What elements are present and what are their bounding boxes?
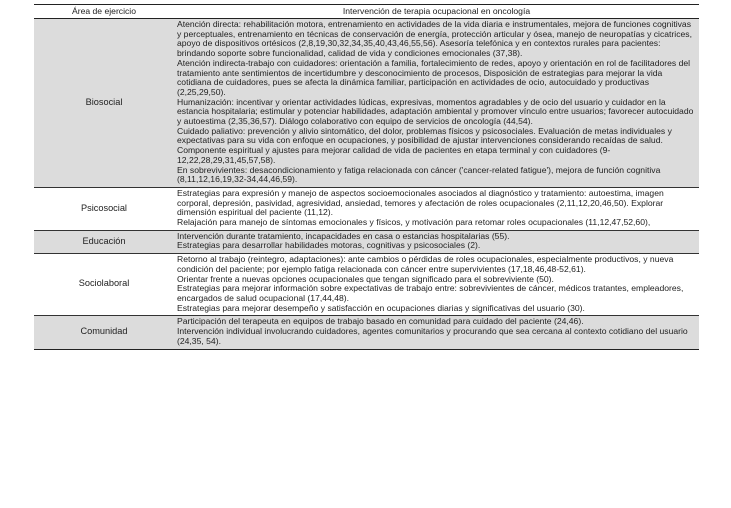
area-cell: Biosocial	[34, 19, 174, 188]
paragraph: Humanización: incentivar y orientar actividades lúdicas, expresivas, momentos agradables y de ocio del usuario y cuidador en la estancia hospitalaria; estimular y potenciar habilidades, adaptación ambiental y promover vínculo entre usuarios; favorecer autocuidado y autoestima (2,35,36,57). Diálogo colaborativo con equipo de servicios de oncología (44,54).	[177, 96, 694, 127]
intervention-cell	[174, 230, 699, 253]
paragraph: Cuidado paliativo: prevención y alivio sintomático, del dolor, problemas físicos y psicosociales. Evaluación de metas individuales y expectativas para su vida con enfoque en ocupaciones, y posibilidad de ajustar intervenciones considerando recaídas de salud. Componente espiritual y ajustes para mejorar calidad de vida de pacientes en etapa terminal y con cuidadores (9-12,22,28,29,31,45,57,58).	[177, 125, 672, 165]
paragraph: Estrategias para desarrollar habilidades motoras, cognitivas y psicosociales (2).	[177, 240, 481, 251]
paragraph: Retorno al trabajo (reintegro, adaptaciones): ante cambios o pérdidas de roles ocupacionales, especialmente productivos, y nueva condición del paciente; por ejemplo fatiga relacionada con cáncer entre supervivientes (17,18,46,48-52,61).	[177, 254, 674, 274]
area-cell: Educación	[34, 230, 174, 253]
table-row-sociolaboral	[34, 254, 699, 316]
table-header-row	[34, 5, 699, 19]
area-cell: Comunidad	[34, 316, 174, 349]
paragraph: Estrategias para mejorar información sobre expectativas de trabajo entre: sobrevivientes de cáncer, médicos tratantes, empleadores, encargados de salud ocupacional (17,44,48).	[177, 283, 684, 303]
area-cell: Psicosocial	[34, 187, 174, 230]
paragraph: En sobrevivientes: desacondicionamiento y fatiga relacionada con cáncer ('cancer-related fatigue'), mejora de función cognitiva (8,11,12,16,19,32-34,44,46,59).	[177, 164, 661, 185]
intervention-cell	[174, 19, 699, 188]
paragraph: Orientar frente a nuevas opciones ocupacionales que tengan significado para el sobreviviente (50).	[177, 273, 554, 284]
paragraph: Estrategias para expresión y manejo de aspectos socioemocionales asociados al diagnóstico y tratamiento: autoestima, imagen corporal, depresión, pasividad, agresividad, ansiedad, temores y afectación de roles ocupacionales (2,11,12,20,46,50). Explorar dimensión espiritual del paciente (11,12).	[177, 187, 664, 218]
occupational-therapy-table-container	[34, 4, 699, 350]
table-row-psicosocial	[34, 187, 699, 230]
paragraph: Estrategias para mejorar desempeño y satisfacción en ocupaciones diarias y significativas del usuario (30).	[177, 302, 585, 313]
table-row-comunidad	[34, 316, 699, 349]
header-intervention: Intervención de terapia ocupacional en oncología	[174, 5, 699, 19]
intervention-cell	[174, 316, 699, 349]
paragraph: Atención directa: rehabilitación motora, entrenamiento en actividades de la vida diaria e instrumentales, mejora de funciones cognitivas y perceptuales, entrenamiento en técnicas de conservación de energía, protección articular y ósea, manejo de neuropatías y cicatrices, apoyo de dispositivos ortésicos (2,8,19,30,32,34,35,40,43,46,55,56). Asesoría telefónica y en contextos rurales para pacientes: brindando soporte sobre funcionalidad, calidad de vida y condiciones emocionales (37,38).	[177, 19, 692, 59]
paragraph: Intervención individual involucrando cuidadores, agentes comunitarios y procurando que sea cercana al contexto cotidiano del usuario (24,35, 54).	[177, 326, 688, 346]
paragraph: Atención indirecta-trabajo con cuidadores: orientación a familia, fortalecimiento de redes, apoyo y orientación en rol de facilitadores del tratamiento ante sentimientos de incertidumbre y desconocimiento de procesos, Disposición de estrategias para mejorar la vida cotidiana de cuidadores, pues se afecta la dinámica familiar, participación en actividades de ocio, autocuidado y productivas (2,25,29,50).	[177, 57, 691, 97]
intervention-cell	[174, 254, 699, 316]
paragraph: Intervención durante tratamiento, incapacidades en casa o estancias hospitalarias (55).	[177, 230, 510, 241]
header-area: Área de ejercicio	[34, 5, 174, 19]
table-row-educacion	[34, 230, 699, 253]
paragraph: Participación del terapeuta en equipos de trabajo basado en comunidad para cuidado del paciente (24,46).	[177, 316, 584, 327]
paragraph: Relajación para manejo de síntomas emocionales y físicos, y motivación para retomar roles ocupacionales (11,12,47,52,60),	[177, 217, 651, 228]
occupational-therapy-table	[34, 4, 699, 350]
table-row-biosocial	[34, 19, 699, 188]
area-cell: Sociolaboral	[34, 254, 174, 316]
intervention-cell	[174, 187, 699, 230]
